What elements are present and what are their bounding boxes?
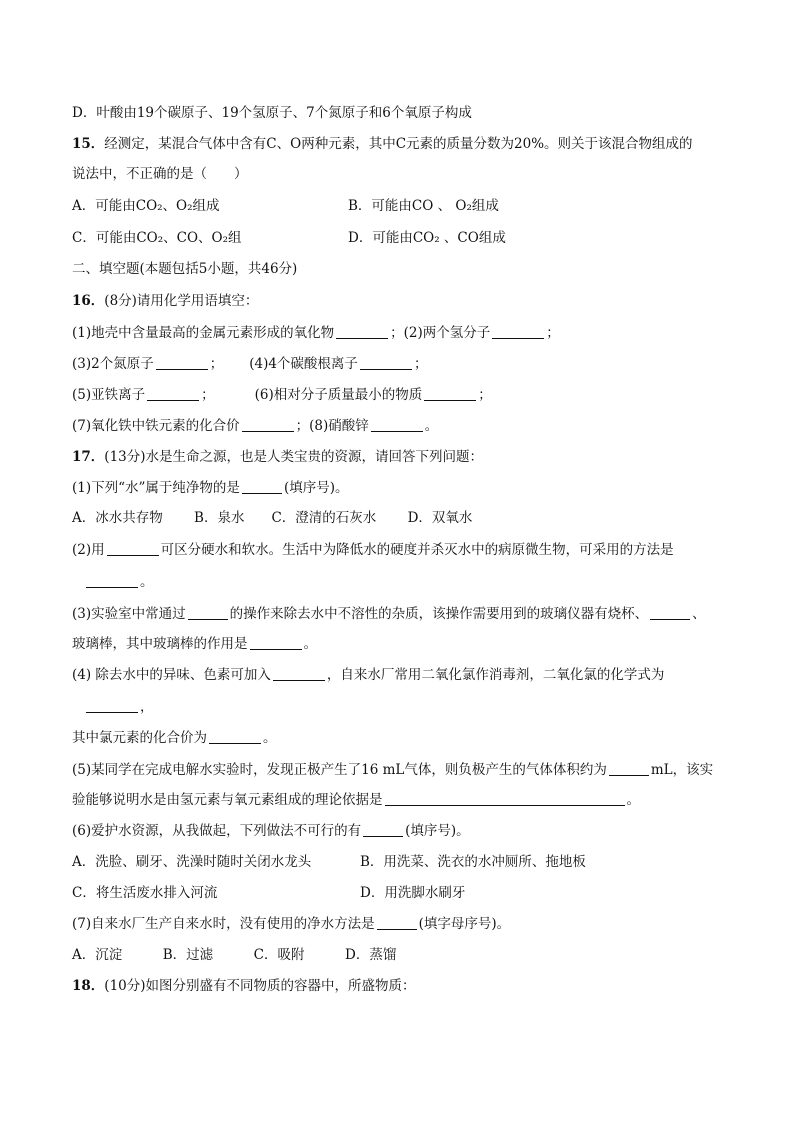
- answer-blank: [273, 666, 325, 681]
- q17-part-2: (2)用 可区分硬水和软水。生活中为降低水的硬度并杀灭水中的病原微生物，可采用的方法是: [72, 542, 674, 558]
- answer-blank: [242, 479, 282, 494]
- answer-blank: [492, 324, 544, 339]
- answer-blank: [650, 605, 690, 620]
- q16-line-3: (5)亚铁离子 ； (6)相对分子质量最小的物质 ；: [72, 387, 492, 403]
- q17-part-3-cont: 玻璃棒，其中玻璃棒的作用是 。: [72, 636, 317, 652]
- q17-part-7: (7)自来水厂生产自来水时，没有使用的净水方法是 (填字母序号)。: [72, 916, 511, 932]
- answer-blank: [147, 386, 199, 401]
- q18-stem: 18．(10分)如图分别盛有不同物质的容器中，所盛物质：: [72, 978, 416, 994]
- q17-part-7-options: A．沉淀 B．过滤 C．吸附 D．蒸馏: [72, 947, 397, 963]
- q17-part-3: (3)实验室中常通过 的操作来除去水中不溶性的杂质，该操作需要用到的玻璃仪器有烧杯、 、: [72, 606, 706, 622]
- q17-part-2-cont: 。: [84, 572, 154, 592]
- answer-blank: [86, 573, 138, 588]
- q15-option-d: D．可能由CO₂ 、CO组成: [348, 230, 506, 246]
- answer-blank: [363, 822, 403, 837]
- q14-option-d: D．叶酸由19个碳原子、19个氢原子、7个氮原子和6个氧原子构成: [72, 105, 472, 121]
- q17-part-6-option-c: C．将生活废水排入河流: [72, 885, 218, 901]
- q17-part-4-cont: ，: [84, 697, 154, 717]
- answer-blank: [424, 386, 476, 401]
- answer-blank: [250, 635, 302, 650]
- answer-blank: [336, 324, 388, 339]
- q15-option-b: B．可能由CO 、 O₂组成: [348, 198, 499, 214]
- q16-line-1: (1)地壳中含量最高的金属元素形成的氧化物 ；(2)两个氢分子 ；: [72, 325, 560, 341]
- answer-blank: [156, 355, 208, 370]
- answer-blank: [377, 915, 417, 930]
- answer-blank: [209, 729, 261, 744]
- answer-blank: [107, 541, 159, 556]
- q15-option-c: C．可能由CO₂、CO、O₂组: [72, 230, 242, 246]
- q16-stem: 16．(8分)请用化学用语填空：: [72, 293, 259, 309]
- answer-blank: [188, 605, 228, 620]
- q17-part-6-option-b: B．用洗菜、洗衣的水冲厕所、拖地板: [360, 854, 586, 870]
- q17-part-5-cont: 验能够说明水是由氢元素与氧元素组成的理论依据是 。: [72, 792, 640, 808]
- answer-blank: [86, 698, 138, 713]
- q17-part-6-option-d: D．用洗脚水刷牙: [360, 885, 466, 901]
- answer-blank: [609, 761, 649, 776]
- q15-option-a: A．可能由CO₂、O₂组成: [72, 198, 220, 214]
- q17-part-6: (6)爱护水资源，从我做起，下列做法不可行的有 (填序号)。: [72, 823, 470, 839]
- q16-line-4: (7)氧化铁中铁元素的化合价 ；(8)硝酸锌 。: [72, 418, 439, 434]
- answer-blank: [385, 791, 625, 806]
- q15-stem-cont: 说法中，不正确的是（ ）: [72, 166, 248, 182]
- q17-part-1: (1)下列“水”属于纯净物的是 (填序号)。: [72, 480, 349, 496]
- answer-blank: [360, 355, 412, 370]
- q17-part-4: (4) 除去水中的异味、色素可加入 ，自来水厂常用二氧化氯作消毒剂，二氧化氯的化学式为: [72, 667, 665, 683]
- q16-line-2: (3)2个氮原子 ； (4)4个碳酸根离子 ；: [72, 356, 428, 372]
- answer-blank: [242, 417, 294, 432]
- q17-stem: 17．(13分)水是生命之源，也是人类宝贵的资源，请回答下列问题：: [72, 449, 484, 465]
- answer-blank: [371, 417, 423, 432]
- q15-stem: 15．经测定，某混合气体中含有C、O两种元素，其中C元素的质量分数为20%。则关于该混合物组成的: [72, 136, 693, 152]
- q17-part-6-option-a: A．洗脸、刷牙、洗澡时随时关闭水龙头: [72, 854, 312, 870]
- q17-part-5: (5)某同学在完成电解水实验时，发现正极产生了16 mL气体，则负极产生的气体体积约为 mL，该实: [72, 762, 714, 778]
- q17-part-1-options: A．冰水共存物 B．泉水 C．澄清的石灰水 D．双氧水: [72, 510, 473, 526]
- q17-part-4-cont2: 其中氯元素的化合价为 。: [72, 730, 277, 746]
- section-heading: 二、填空题(本题包括5小题，共46分): [72, 261, 298, 277]
